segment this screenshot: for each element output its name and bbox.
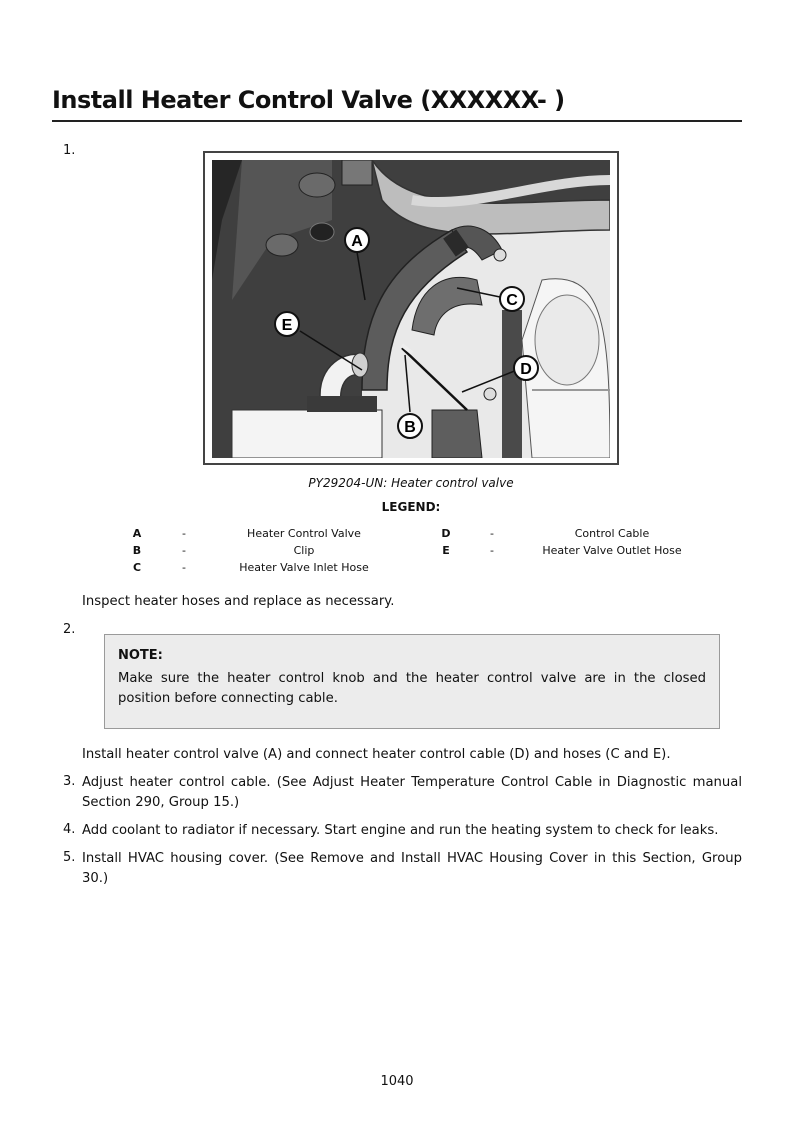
legend-key: A	[132, 527, 142, 540]
legend-desc: Clip	[293, 544, 315, 557]
note-box	[104, 634, 720, 729]
page-title: Install Heater Control Valve (XXXXXX- )	[52, 86, 742, 122]
legend-key: B	[132, 544, 142, 557]
callout-b	[398, 414, 422, 438]
legend-key: E	[442, 544, 450, 557]
step-5-number: 5.	[63, 850, 76, 865]
legend-desc: Heater Control Valve	[247, 527, 361, 540]
svg-text:C: C	[506, 292, 518, 309]
legend-dash: -	[490, 527, 494, 540]
legend-desc: Heater Valve Outlet Hose	[542, 544, 682, 557]
step-1-number: 1.	[63, 143, 76, 158]
callout-d	[514, 356, 538, 380]
step-2-number: 2.	[63, 622, 76, 637]
callout-c	[500, 287, 524, 311]
svg-text:B: B	[404, 419, 416, 436]
legend-desc: Control Cable	[574, 527, 650, 540]
note-text: Make sure the heater control knob and the heater control valve are in the closed position before connecting cable.	[118, 671, 706, 706]
svg-text:A: A	[351, 233, 363, 250]
note-title: NOTE:	[118, 648, 163, 663]
step-1-text: Inspect heater hoses and replace as necessary.	[82, 594, 395, 609]
step-4-text: Add coolant to radiator if necessary. Start engine and run the heating system to check for leaks.	[82, 823, 719, 838]
legend-dash: -	[490, 544, 494, 557]
page-number: 1040	[380, 1074, 414, 1089]
svg-text:D: D	[520, 361, 532, 378]
step-2-text: Install heater control valve (A) and connect heater control cable (D) and hoses (C and E).	[82, 747, 671, 762]
legend-dash: -	[182, 527, 186, 540]
legend-dash: -	[182, 561, 186, 574]
legend-dash: -	[182, 544, 186, 557]
legend-key: C	[132, 561, 142, 574]
heater-valve-figure	[203, 151, 619, 465]
callout-a	[345, 228, 369, 252]
heater-valve-illustration	[212, 160, 610, 458]
legend-desc: Heater Valve Inlet Hose	[239, 561, 369, 574]
legend-title: LEGEND:	[381, 500, 441, 514]
step-4-number: 4.	[63, 822, 76, 837]
svg-text:E: E	[281, 317, 293, 334]
legend-key: D	[441, 527, 451, 540]
step-5-text: Install HVAC housing cover. (See Remove and Install HVAC Housing Cover in this Section, Group 30.)	[82, 851, 742, 886]
step-3-text: Adjust heater control cable. (See Adjust Heater Temperature Control Cable in Diagnostic manual Section 290, Group 15.)	[82, 775, 742, 810]
callout-e	[275, 312, 299, 336]
figure-caption: PY29204-UN: Heater control valve	[308, 476, 514, 490]
step-3-number: 3.	[63, 774, 76, 789]
